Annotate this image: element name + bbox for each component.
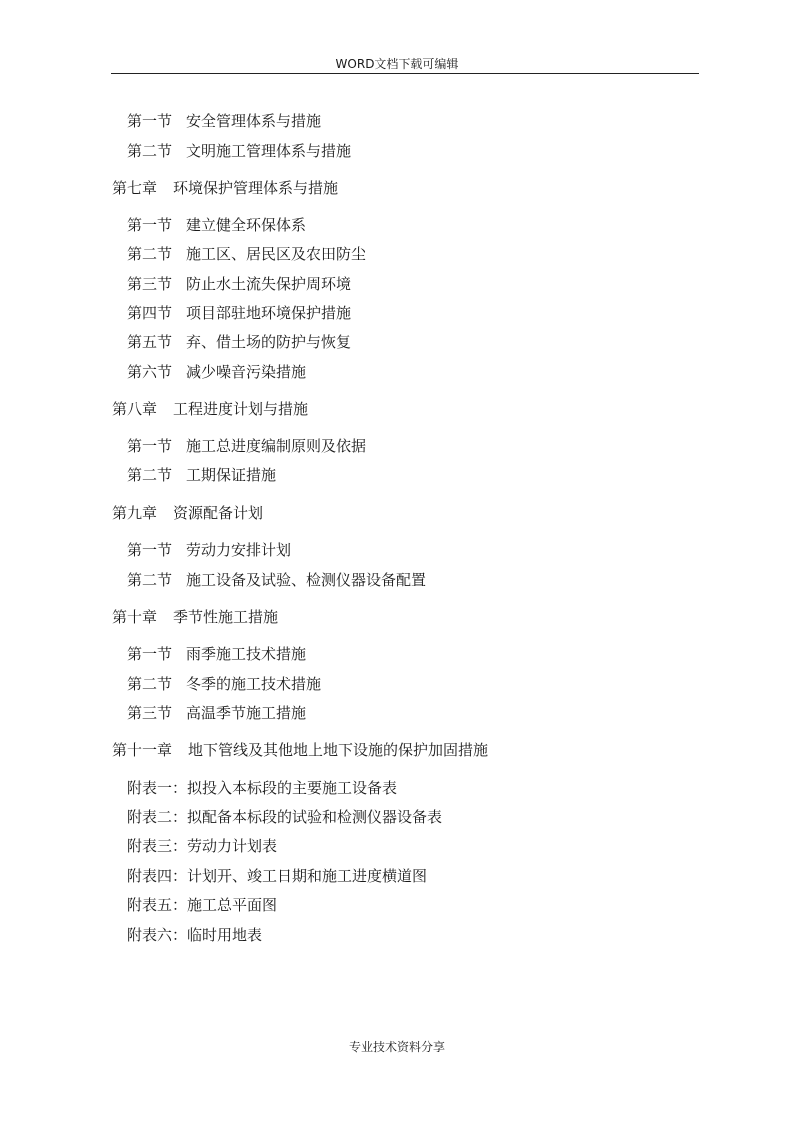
section-number: 第二节: [127, 571, 173, 589]
toc-appendix-item: 附表一：拟投入本标段的主要施工设备表: [127, 779, 398, 797]
chapter-title: 资源配备计划: [173, 504, 264, 522]
toc-section-item: [127, 675, 321, 693]
section-title: 防止水土流失保护周环境: [186, 275, 352, 293]
section-title: 施工总进度编制原则及依据: [186, 437, 367, 455]
toc-appendix-item: 附表六：临时用地表: [127, 926, 263, 944]
chapter-number: 第十一章: [112, 741, 173, 759]
toc-section-item: [127, 541, 291, 559]
chapter-number: 第八章: [112, 400, 158, 418]
section-number: 第二节: [127, 142, 173, 160]
toc-appendix-item: 附表三：劳动力计划表: [127, 837, 278, 855]
section-number: 第二节: [127, 675, 173, 693]
section-title: 高温季节施工措施: [186, 704, 307, 722]
toc-chapter-heading: [112, 179, 338, 197]
chapter-number: 第九章: [112, 504, 158, 522]
section-title: 项目部驻地环境保护措施: [186, 304, 352, 322]
section-title: 冬季的施工技术措施: [186, 675, 322, 693]
toc-appendix-item: 附表五：施工总平面图: [127, 896, 278, 914]
toc-section-item: [127, 142, 351, 160]
chapter-title: 地下管线及其他地上地下设施的保护加固措施: [188, 741, 489, 759]
toc-section-item: [127, 216, 306, 234]
section-number: 第四节: [127, 304, 173, 322]
toc-chapter-heading: [112, 400, 308, 418]
toc-section-item: [127, 333, 351, 351]
section-number: 第六节: [127, 363, 173, 381]
toc-chapter-heading: [112, 608, 278, 626]
section-title: 工期保证措施: [186, 466, 277, 484]
toc-section-item: [127, 466, 276, 484]
toc-section-item: [127, 363, 306, 381]
section-title: 建立健全环保体系: [186, 216, 307, 234]
toc-section-item: [127, 112, 321, 130]
toc-section-item: [127, 245, 366, 263]
toc-section-item: [127, 437, 366, 455]
toc-appendix-item: 附表四：计划开、竣工日期和施工进度横道图: [127, 867, 428, 885]
chapter-title: 工程进度计划与措施: [173, 400, 309, 418]
section-title: 劳动力安排计划: [186, 541, 292, 559]
section-number: 第一节: [127, 216, 173, 234]
section-number: 第五节: [127, 333, 173, 351]
section-number: 第一节: [127, 112, 173, 130]
toc-chapter-heading: [112, 504, 263, 522]
page-footer: 专业技术资料分享: [348, 1040, 445, 1054]
toc-section-item: [127, 304, 351, 322]
toc-section-item: [127, 704, 306, 722]
section-number: 第三节: [127, 275, 173, 293]
section-title: 雨季施工技术措施: [186, 645, 307, 663]
toc-section-item: [127, 571, 426, 589]
chapter-title: 季节性施工措施: [173, 608, 279, 626]
section-number: 第三节: [127, 704, 173, 722]
toc-chapter-heading: [112, 741, 488, 759]
section-title: 文明施工管理体系与措施: [186, 142, 352, 160]
toc-section-item: [127, 645, 306, 663]
section-title: 施工设备及试验、检测仪器设备配置: [186, 571, 427, 589]
section-number: 第二节: [127, 466, 173, 484]
toc-appendix-item: 附表二：拟配备本标段的试验和检测仪器设备表: [127, 808, 443, 826]
page-header: WORD文档下载可编辑: [335, 57, 459, 71]
section-title: 施工区、居民区及农田防尘: [186, 245, 367, 263]
section-title: 弃、借土场的防护与恢复: [186, 333, 352, 351]
section-number: 第一节: [127, 541, 173, 559]
chapter-number: 第七章: [112, 179, 158, 197]
chapter-title: 环境保护管理体系与措施: [173, 179, 339, 197]
toc-section-item: [127, 275, 351, 293]
section-number: 第二节: [127, 245, 173, 263]
section-number: 第一节: [127, 645, 173, 663]
chapter-number: 第十章: [112, 608, 158, 626]
section-title: 安全管理体系与措施: [186, 112, 322, 130]
section-title: 减少噪音污染措施: [186, 363, 307, 381]
section-number: 第一节: [127, 437, 173, 455]
